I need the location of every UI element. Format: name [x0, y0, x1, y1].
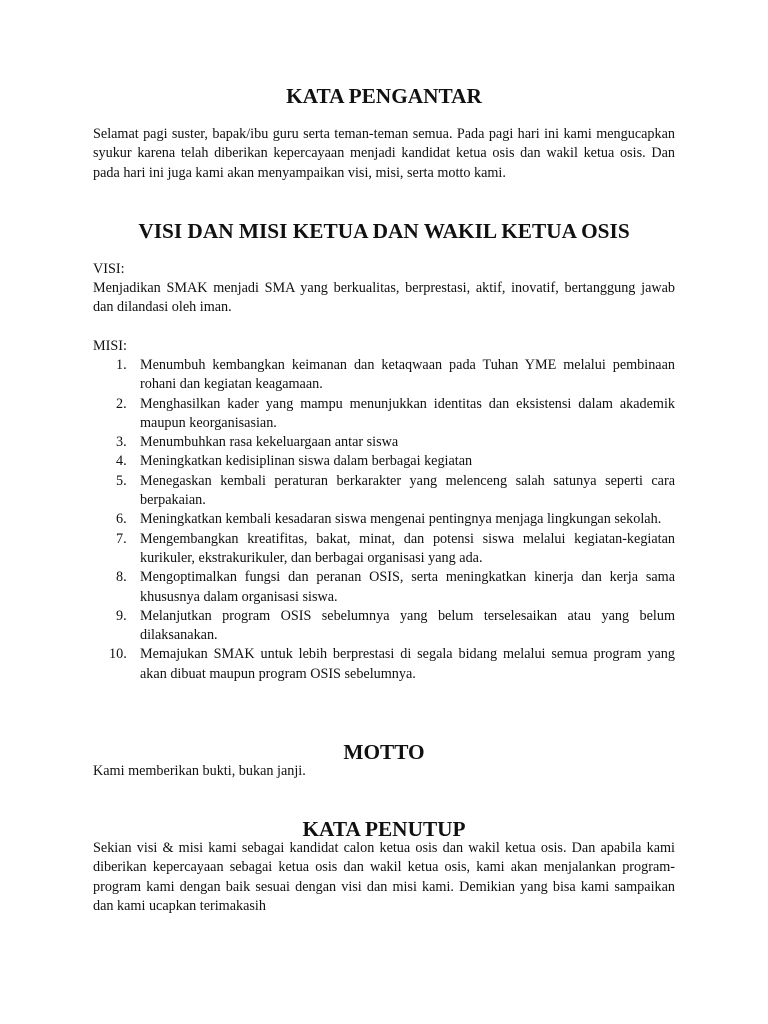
misi-item [93, 530, 675, 569]
visi-misi-title: VISI DAN MISI KETUA DAN WAKIL KETUA OSIS [138, 219, 630, 243]
misi-item [93, 645, 675, 684]
misi-item-text: Menumbuh kembangkan keimanan dan ketaqwaan pada Tuhan YME melalui pembinaan rohani dan kegiatan keagamaan. [140, 357, 675, 393]
misi-label: MISI: [93, 338, 127, 354]
motto-title: MOTTO [343, 740, 425, 764]
misi-item [93, 356, 675, 395]
misi-item-text: Meningkatkan kedisiplinan siswa dalam berbagai kegiatan [140, 453, 473, 470]
motto-text: Kami memberikan bukti, bukan janji. [93, 763, 306, 779]
misi-item-number: 2. [116, 395, 127, 412]
misi-list [93, 356, 675, 684]
misi-item-number: 10. [109, 646, 127, 663]
misi-item-number: 4. [116, 453, 127, 470]
misi-item-number: 8. [116, 569, 127, 586]
misi-item-text: Memajukan SMAK untuk lebih berprestasi di segala bidang melalui semua program yang akan dibuat maupun program OSIS sebelumnya. [140, 646, 675, 682]
misi-item [93, 452, 675, 471]
misi-item-number: 6. [116, 511, 127, 528]
misi-item [93, 472, 675, 511]
misi-item-text: Melanjutkan program OSIS sebelumnya yang belum terselesaikan atau yang belum dilaksanakan. [140, 607, 675, 644]
misi-item-text: Mengembangkan kreatifitas, bakat, minat, dan potensi siswa melalui kegiatan-kegiatan kurikuler, ekstrakurikuler, dan berbagai organisasi yang ada. [140, 530, 675, 566]
closing-paragraph: Sekian visi & misi kami sebagai kandidat calon ketua osis dan wakil ketua osis. Dan apabila kami diberikan kepercayaan sebagai ketua osis dan wakil ketua osis, kami akan menjalankan program-program kami dengan baik sesuai dengan visi dan misi kami. Demikian yang bisa kami sampaikan dan kami ucapkan terimakasih [93, 840, 675, 914]
misi-item [93, 568, 675, 607]
intro-paragraph: Selamat pagi suster, bapak/ibu guru serta teman-teman semua. Pada pagi hari ini kami mengucapkan syukur karena telah diberikan kepercayaan menjadi kandidat ketua osis dan wakil ketua osis. Dan pada hari ini juga kami akan menyampaikan visi, misi, serta motto kami. [93, 126, 675, 181]
misi-item-number: 9. [116, 607, 127, 624]
closing-title: KATA PENUTUP [302, 817, 466, 841]
misi-item-text: Mengoptimalkan fungsi dan peranan OSIS, serta meningkatkan kinerja dan kerja sama khususnya dalam organisasi siswa. [140, 569, 675, 605]
misi-item-number: 7. [116, 530, 127, 547]
misi-item-number: 5. [116, 472, 127, 489]
misi-item-text: Meningkatkan kembali kesadaran siswa mengenai pentingnya menjaga lingkungan sekolah. [140, 511, 662, 528]
misi-item [93, 433, 675, 452]
misi-item-number: 1. [116, 357, 127, 373]
misi-item-text: Menegaskan kembali peraturan berkarakter yang melenceng salah satunya seperti cara berpakaian. [140, 472, 675, 509]
misi-item [93, 395, 675, 434]
visi-label: VISI: [93, 261, 125, 277]
intro-title: KATA PENGANTAR [286, 84, 482, 108]
misi-item [93, 510, 675, 529]
misi-item [93, 607, 675, 646]
misi-item-text: Menghasilkan kader yang mampu menunjukkan identitas dan eksistensi dalam akademik maupun keorganisasian. [140, 395, 675, 431]
visi-text: Menjadikan SMAK menjadi SMA yang berkualitas, berprestasi, aktif, inovatif, bertanggung jawab dan dilandasi oleh iman. [93, 280, 675, 316]
misi-item-text: Menumbuhkan rasa kekeluargaan antar siswa [140, 434, 399, 451]
misi-item-number: 3. [116, 434, 127, 451]
